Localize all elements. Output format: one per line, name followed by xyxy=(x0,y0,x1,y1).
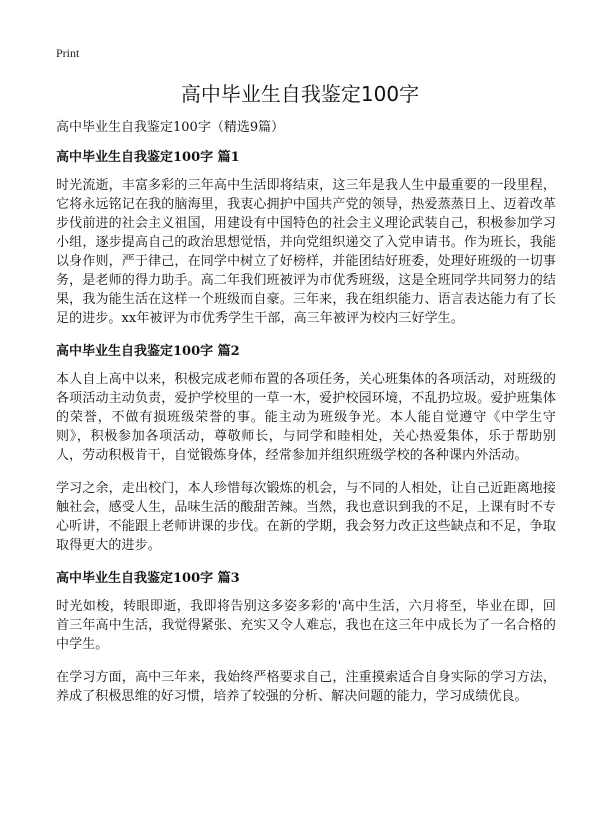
paragraph: 时光流逝，丰富多彩的三年高中生活即将结束，这三年是我人生中最重要的一段里程，它将永远铭记在我的脑海里，我衷心拥护中国共产党的领导，热爱蒸蒸日上、迈着改革步伐前进的社会主义祖国，用建设有中国特色的社会主义理论武装自己，积极参加学习小组，逐步提高自己的政治思想觉悟，并向党组织递交了入党申请书。作为班长，我能以身作则，严于律己，在同学中树立了好榜样，并能团结好班委，处理好班级的一切事务，是老师的得力助手。高二年我们班被评为市优秀班级，这是全班同学共同努力的结果，我为能生活在这样一个班级而自豪。三年来，我在组织能力、语言表达能力有了长足的进步。xx年被评为市优秀学生干部，高三年被评为校内三好学生。 xyxy=(56,178,556,326)
paragraph: 时光如梭，转眼即逝，我即将告别这多姿多彩的'高中生活，六月将至，毕业在即，回首三年高中生活，我觉得紧张、充实又令人难忘，我也在这三年中成长为了一名合格的中学生。 xyxy=(56,599,556,652)
paragraph: 在学习方面，高中三年来，我始终严格要求自己，注重摸索适合自身实际的学习方法，养成了积极思维的好习惯，培养了较强的分析、解决问题的能力，学习成绩优良。 xyxy=(56,670,556,704)
paragraph: 本人自上高中以来，积极完成老师布置的各项任务，关心班集体的各项活动，对班级的各项活动主动负责，爱护学校里的一草一木，爱护校园环境，不乱扔垃圾。爱护班集体的荣誉，不做有损班级荣誉的事。能主动为班级争光。本人能自觉遵守《中学生守则》，积极参加各项活动，尊敬师长，与同学和睦相处，关心热爱集体，乐于帮助别人，劳动积极肯干，自觉锻炼身体，经常参加并组织班级学校的各种课内外活动。 xyxy=(56,372,556,463)
section-1 xyxy=(56,148,556,328)
section-heading: 高中毕业生自我鉴定100字 篇1 xyxy=(56,150,240,165)
page-title: 高中毕业生自我鉴定100字 xyxy=(180,82,420,106)
print-link[interactable]: Print xyxy=(56,46,80,60)
document-content xyxy=(56,118,556,720)
section-2 xyxy=(56,342,556,555)
section-heading: 高中毕业生自我鉴定100字 篇3 xyxy=(56,571,240,586)
paragraph: 学习之余，走出校门，本人珍惜每次锻炼的机会，与不同的人相处，让自己近距离地接触社会，感受人生，品味生活的酸甜苦辣。当然，我也意识到我的不足，上课有时不专心听讲，不能跟上老师讲课的步伐。在新的学期，我会努力改正这些缺点和不足，争取取得更大的进步。 xyxy=(56,481,556,553)
section-heading: 高中毕业生自我鉴定100字 篇2 xyxy=(56,344,240,359)
section-3 xyxy=(56,569,556,706)
document-subtitle: 高中毕业生自我鉴定100字（精选9篇） xyxy=(56,120,285,135)
